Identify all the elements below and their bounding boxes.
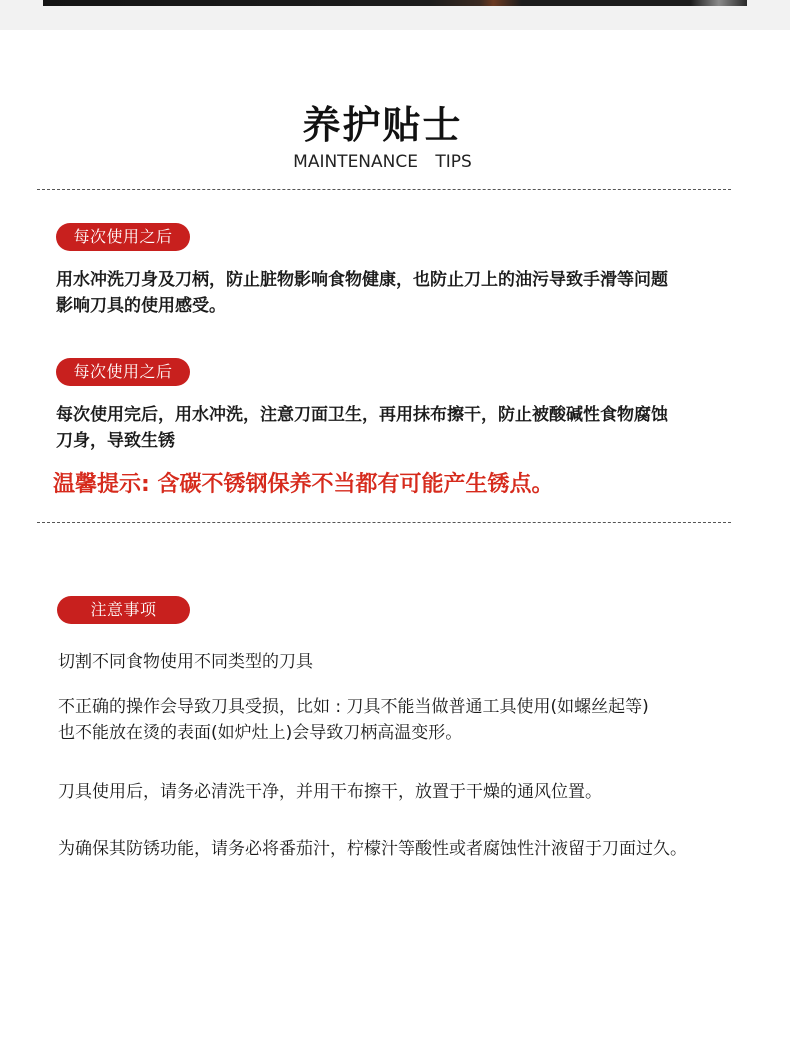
product-image-strip	[43, 0, 747, 6]
text-line: 不正确的操作会导致刀具受损，比如 : 刀具不能当做普通工具使用(如螺丝起等)	[58, 697, 649, 717]
text-line: 影响刀具的使用感受。	[56, 296, 226, 316]
page-subtitle: MAINTENANCE TIPS	[293, 152, 472, 172]
section-badge-after-use-1: 每次使用之后	[56, 223, 190, 251]
section-text-after-use-2	[56, 402, 746, 454]
note-item-1: 切割不同食物使用不同类型的刀具	[58, 652, 313, 672]
divider-bottom	[37, 522, 731, 523]
text-line: 刀身，导致生锈	[56, 431, 175, 451]
section-badge-after-use-2: 每次使用之后	[56, 358, 190, 386]
notes-badge: 注意事项	[57, 596, 190, 624]
text-line: 每次使用完后，用水冲洗，注意刀面卫生，再用抹布擦干，防止被酸碱性食物腐蚀	[56, 405, 668, 425]
note-item-3: 刀具使用后，请务必清洗干净，并用干布擦干，放置于干燥的通风位置。	[58, 782, 602, 802]
page-title: 养护贴士	[302, 103, 463, 147]
text-line: 用水冲洗刀身及刀柄，防止脏物影响食物健康，也防止刀上的油污导致手滑等问题	[56, 270, 668, 290]
note-item-4: 为确保其防锈功能，请务必将番茄汁，柠檬汁等酸性或者腐蚀性汁液留于刀面过久。	[58, 839, 687, 859]
note-item-2	[58, 694, 758, 746]
section-text-after-use-1	[56, 267, 746, 319]
text-line: 也不能放在烫的表面(如炉灶上)会导致刀柄高温变形。	[58, 723, 463, 743]
warning-tip: 温馨提示: 含碳不锈钢保养不当都有可能产生锈点。	[53, 472, 554, 497]
divider-top	[37, 189, 731, 190]
